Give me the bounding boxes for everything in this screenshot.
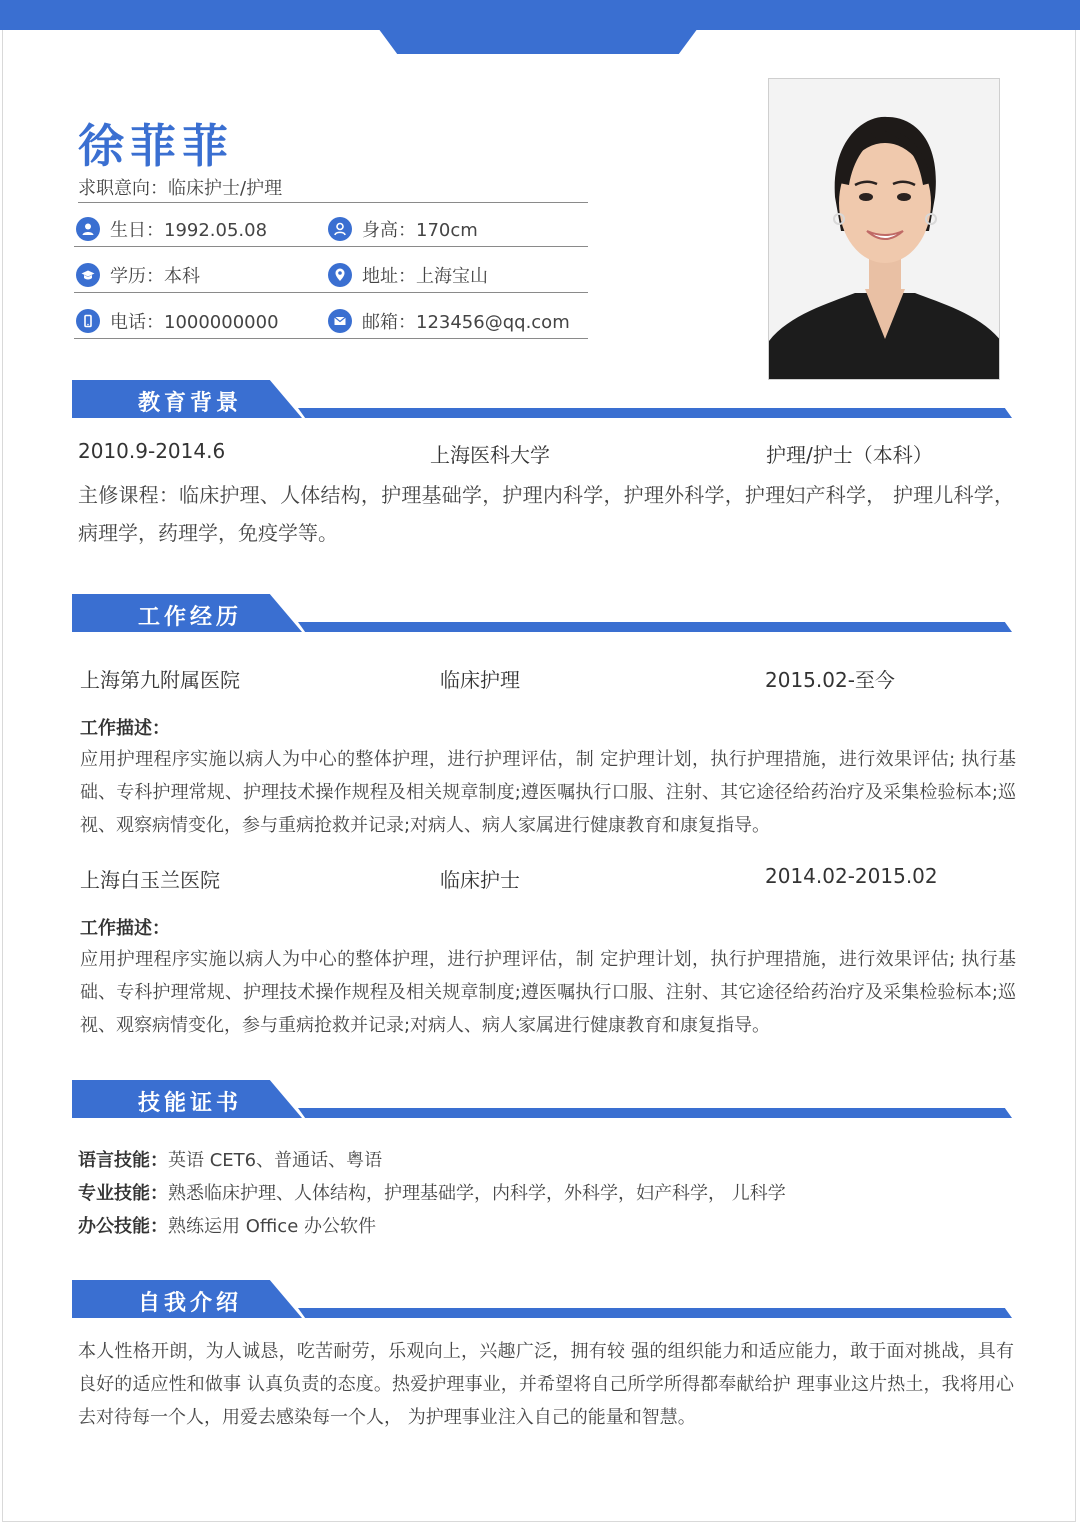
section-divider bbox=[298, 408, 1012, 418]
work-desc-title: 工作描述： bbox=[80, 718, 170, 739]
graduation-cap-icon bbox=[76, 263, 100, 287]
skill-item bbox=[78, 1146, 382, 1172]
info-row-2 bbox=[74, 258, 588, 293]
education-item bbox=[76, 262, 200, 288]
top-accent-tab bbox=[378, 28, 698, 54]
profile-photo bbox=[768, 78, 1000, 380]
education-major: 护理/护士（本科） bbox=[766, 443, 933, 467]
skill-label: 语言技能： bbox=[78, 1150, 168, 1171]
skills-section-header bbox=[72, 1080, 1012, 1120]
section-divider bbox=[298, 1308, 1012, 1318]
top-accent-bar bbox=[0, 0, 1080, 30]
education-section-header bbox=[72, 380, 1012, 420]
info-row-1 bbox=[74, 212, 588, 247]
person-icon bbox=[328, 217, 352, 241]
height-item bbox=[328, 216, 478, 242]
work-position: 临床护理 bbox=[440, 668, 520, 692]
skill-item bbox=[78, 1179, 786, 1205]
work-company: 上海白玉兰医院 bbox=[80, 868, 220, 892]
phone-item bbox=[76, 308, 279, 334]
section-title-intro: 自我介绍 bbox=[137, 1291, 242, 1316]
section-title-work: 工作经历 bbox=[137, 605, 242, 630]
work-company: 上海第九附属医院 bbox=[80, 668, 240, 692]
birthday-text: 生日：1992.05.08 bbox=[110, 220, 268, 241]
skill-item bbox=[78, 1212, 376, 1238]
section-title-skills: 技能证书 bbox=[137, 1091, 242, 1116]
phone-text: 电话：1000000000 bbox=[110, 312, 279, 333]
skill-value: 英语 CET6、普通话、粤语 bbox=[168, 1150, 383, 1171]
section-divider bbox=[298, 1108, 1012, 1118]
work-description: 应用护理程序实施以病人为中心的整体护理，进行护理评估，制 定护理计划，执行护理措施，进行效果评估; 执行基础、专科护理常规、护理技术操作规程及相关规章制度;遵医嘱执行口服、注射、其它途径给药治疗及采集检验标本;巡视、观察病情变化，参与重病抢救并记录;对病人、病人家属进行健康教育和康复指导。 bbox=[80, 749, 1016, 836]
work-position: 临床护士 bbox=[440, 868, 520, 892]
education-courses: 主修课程：临床护理、人体结构，护理基础学，护理内科学，护理外科学，护理妇产科学， 护理儿科学，病理学，药理学，免疫学等。 bbox=[78, 483, 1014, 545]
skill-value: 熟悉临床护理、人体结构，护理基础学，内科学，外科学，妇产科学， 儿科学 bbox=[168, 1183, 786, 1204]
user-icon bbox=[76, 217, 100, 241]
birthday-item bbox=[76, 216, 267, 242]
work-desc-title: 工作描述： bbox=[80, 918, 170, 939]
info-row-3 bbox=[74, 304, 588, 339]
phone-icon bbox=[76, 309, 100, 333]
section-title-education: 教育背景 bbox=[137, 391, 242, 416]
section-divider bbox=[298, 622, 1012, 632]
work-period: 2014.02-2015.02 bbox=[765, 864, 938, 888]
location-pin-icon bbox=[328, 263, 352, 287]
work-period: 2015.02-至今 bbox=[765, 668, 895, 692]
envelope-icon bbox=[328, 309, 352, 333]
self-intro: 本人性格开朗，为人诚恳，吃苦耐劳，乐观向上，兴趣广泛，拥有较 强的组织能力和适应能力，敢于面对挑战，具有良好的适应性和做事 认真负责的态度。热爱护理事业，并希望将自己所学所得都奉献给护 理事业这片热土，我将用心去对待每一个人，用爱去感染每一个人， 为护理事业注入自己的能量和智慧。 bbox=[78, 1341, 1014, 1428]
work-section-header bbox=[72, 594, 1012, 634]
skill-value: 熟练运用 Office 办公软件 bbox=[168, 1216, 376, 1237]
candidate-name: 徐菲菲 bbox=[78, 119, 234, 173]
education-text: 学历：本科 bbox=[110, 266, 200, 287]
skill-label: 办公技能： bbox=[78, 1216, 168, 1237]
work-description: 应用护理程序实施以病人为中心的整体护理，进行护理评估，制 定护理计划，执行护理措施，进行效果评估; 执行基础、专科护理常规、护理技术操作规程及相关规章制度;遵医嘱执行口服、注射、其它途径给药治疗及采集检验标本;巡视、观察病情变化，参与重病抢救并记录;对病人、病人家属进行健康教育和康复指导。 bbox=[80, 949, 1016, 1036]
address-item bbox=[328, 262, 488, 288]
address-text: 地址：上海宝山 bbox=[362, 266, 488, 287]
email-item bbox=[328, 308, 570, 334]
education-school: 上海医科大学 bbox=[430, 443, 550, 467]
height-text: 身高：170cm bbox=[362, 220, 478, 241]
skill-label: 专业技能： bbox=[78, 1183, 168, 1204]
intro-section-header bbox=[72, 1280, 1012, 1320]
email-text: 邮箱：123456@qq.com bbox=[362, 312, 570, 333]
education-period: 2010.9-2014.6 bbox=[78, 439, 226, 463]
job-intent: 求职意向：临床护士/护理 bbox=[78, 174, 588, 203]
